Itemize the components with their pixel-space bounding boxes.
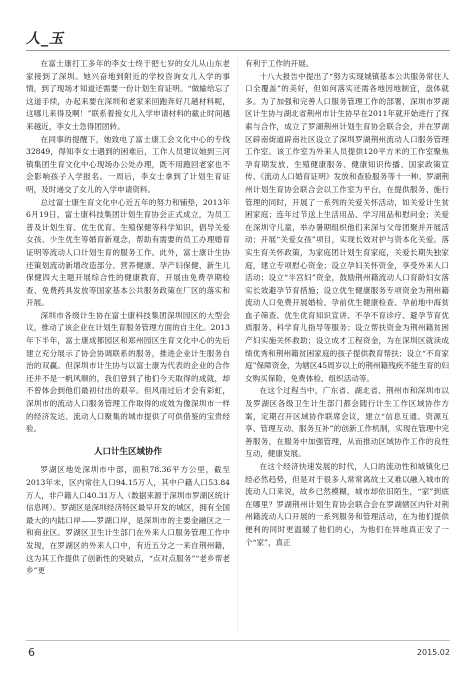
paragraph: 在这个经济快速发展的时代，人口的流动性和城镇化已经必然趋势，但是对于很多人常常离故土又难以融入城市的流动人口来说，故乡已然模糊，城市却依旧陌生，“家”到底在哪里？罗湖荆州计划生育协会联合会在罗湖辖区内针对荆州籍流动人口开展的一系列服务和管理活动，在为他们提供便利的同时更温暖了他们的心，为他们在异地真正安了一个“家”，真正 [245,462,449,547]
paragraph: 有利于工作的开展。 [245,59,314,68]
header-divider [26,50,450,51]
paragraph: 在富士康打工多年的李女士终于把七岁的女儿从山东老家接到了深圳。她兴奋地到附近的学校咨询女儿入学的事情，到了现场才知道还需要一份计划生育证明。“做输给忘了这道手续，办起来要在深圳和老家来回跑奔好几趟材料呢，这哪儿来得及啊！”联系着接女儿入学申请材料的截止时间越来越近，李女士急得团团转。 [26,59,230,131]
column-divider [237,58,238,633]
right-column [245,58,449,549]
paragraph: 在同事的提醒下，她致电了富士康工会文化中心的专线32849，得知李女士遇到的困难后，工作人员建议她到三河镇集团生育文化中心现场办公处办理，既不用跑回老家也不会影响孩子入学报名。一周后，李女士拿到了计划生育证明，及时递交了女儿的入学申请资料。 [26,134,230,194]
magazine-logo: 人_玉 [26,31,64,47]
page-number: 6 [28,646,35,659]
section-heading: 人口计生区域协作 [93,446,162,457]
paragraph: 总过富士康生育文化中心近五年的努力和铺垫，2013年6月19日，富士康科技集团计划生育协会正式成立，为员工普及计划生育、优生优育、生殖保健等科学知识，倡导关爱女孩、少生优生等婚育新观念，帮助有需要的员工办理婚育证明等流动人口计划生育的服务工作。此外，富士康计生协还策划流动新增改造部分、营养健康、孕产妇保健、新生儿保健四大主题开展综合性的健康教育，开展由免费孕期检查、免费药具发放等国家基本公共服务政策在厂区的落实和开展。 [26,197,230,308]
footer-divider [26,640,450,641]
issue-number: 2015.02 [416,648,450,657]
paragraph: 罗湖区地处深圳市中部，面积78.36平方公里，截至2013年末，区内常住人口94.15万人，其中户籍人口53.84万人，非户籍人口40.31万人（数据来源于深圳市罗湖区统计信息网）。罗湖区是深圳经济特区最早开发的城区，拥有全国最大的内陆口岸——罗湖口岸，是深圳市的主要金融区之一和商业区。罗湖区卫生计生部门在外来人口服务管理工作中发现，在罗湖区的外来人口中，有近五分之一来自荆州籍，这为其工作提供了创新性的突破点，“点对点服务”“老乡帮老乡”更 [26,465,230,576]
paragraph: 十八大报告中提出了“努力实现城镇基本公共服务常住人口全覆盖”的美好，但如何落实还需各地因地制宜，盘体就多。为了加强和完善人口服务管理工作的部署，深圳市罗湖区计生协与湖北省荆州市计生协早在2011年就开始进行了探索与合作，成立了罗湖荆州计划生育协会联合会，并在罗湖区辟南街道辟南社区设立了深圳罗湖荆州流动人口服务管理工作室。该工作室为外来人员提供120平方米的工作室聚焦孕育期发放、生殖健康服务、健康知识传播、国家政策宣传、《流动人口婚育证明》发放和查验服务等十一种。罗湖荆州计划生育协会联合会以工作室为平台，在提供服务、施行管理的同时，开展了一系列的关爱关怀活动，如关爱计生贫困家庭；连年过节送上生活用品、学习用品和慰问金；关爱在深圳守儿童，举办暑期组织他们来深与父母团聚并开展活动；开展“关爱女孩”项目，实现长效对护与资本化关爱。落实生育关怀政策，为家庭团计划生育家庭，关爱长期失独家庭，建立专项慰心资金；设立孕妇关怀资金，享受外来人口活动；设立“半宫妇”资金，鼓励荆州籍流动人口育龄妇女落实长效避孕节育措施；设立优生健康服务专项资金为荆州籍流动人口免费开展婚检、孕前优生健康检查、孕前地中海贫血子筛查、优生优育知识宣讲、不孕不育诊疗、避孕节育优质服务、科学育儿指导等服务；设立帮扶资金为荆州籍贫困产妇实施关怀救助；设立成才工程资金，为在深圳区就读成绩优秀和荆州籍贫困家庭的孩子提供教育帮扶；设立“不育家庭”保障资金，为辖区45周岁以上的荆州籍残疾不能生育的妇女购买保险，免费体检、组织活动等。 [245,71,449,383]
paragraph: 深圳市各级计生协在富士康科技集团深圳园区的大型会议，推动了该企业在计划生育服务管理方面的自主化。2013年下半年，富士康成都园区和郑州园区生育文化中心的先后建立充分展示了协会协调联系的服务，推进企业计生服务自治的双赢。但深圳市计生协与以富士康为代表的企业的合作还并不是一帆风顺的，我们曾到了他们今天取得的成就，却不曾体会到他们最初付出的艰辛。但风雨过后才会有彩虹，深圳市的流动人口服务管理工作取得的成效为像深圳市一样的经济发达、流动人口聚集的城市提供了可供借鉴的宝贵经验。 [26,310,230,434]
paragraph: 在这个过程当中，广东省、湖北省、荆州市和深圳市以及罗湖区各级卫生计生部门都会随行计生工作区域协作方案，定期召开区域协作联席会议，建立“信息互通、资源互享、管理互动、服务互补”的创新工作机制，实现在管理中完善服务，在服务中加强管理，从而推动区域协作工作的良性互动，健康发展。 [245,386,449,459]
left-column [26,58,230,578]
